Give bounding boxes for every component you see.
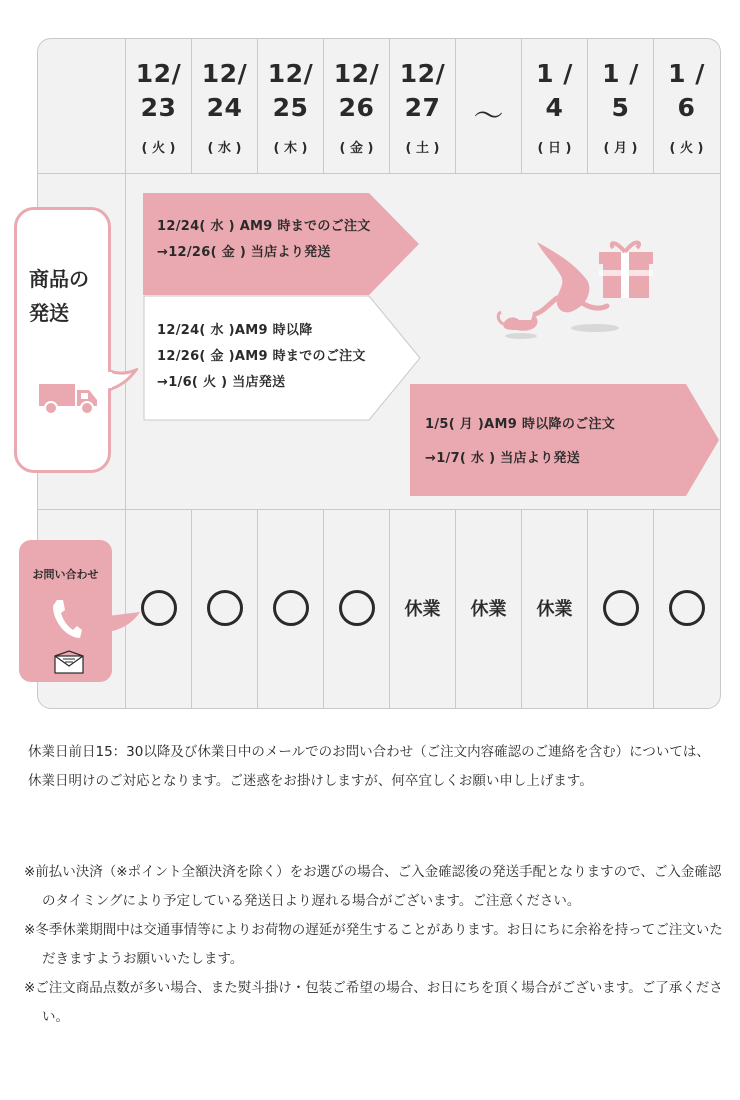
weekday-label: ( 日 ): [537, 141, 572, 156]
bubble-tail: [108, 612, 142, 634]
weekday-label: ( 水 ): [207, 141, 242, 156]
note-item: ※前払い決済（※ポイント全額決済を除く）をお選びの場合、ご入金確認後の発送手配となりますので、ご入金確認のタイミングにより予定している発送日より遅れる場合がございます。ご注意ください。: [24, 864, 722, 909]
date-column: [654, 39, 719, 173]
date-label: 1 / 4: [536, 59, 573, 122]
cat-gift-illustration: [495, 232, 655, 342]
open-circle: [339, 590, 375, 626]
closed-label: 休業: [470, 599, 507, 620]
status-cell: [324, 509, 389, 707]
date-column: [258, 39, 323, 173]
status-cell: [390, 509, 455, 707]
shipping-label-bubble: [14, 207, 111, 473]
date-label: 1 / 5: [602, 59, 639, 122]
holiday-contact-note: 休業日前日15：30以降及び休業日中のメールでのお問い合わせ（ご注文内容確認のご連絡を含む）については、休業日明けのご対応となります。ご迷惑をお掛けしますが、何卒宜しくお願い申し上げます。: [28, 744, 710, 789]
status-cell: [654, 509, 719, 707]
shipping-title: [29, 262, 89, 330]
status-cell: [588, 509, 653, 707]
status-cell: [126, 509, 191, 707]
weekday-label: ( 火 ): [669, 141, 704, 156]
closed-label: 休業: [404, 599, 441, 620]
weekday-label: ( 木 ): [273, 141, 308, 156]
phone-icon: [51, 598, 83, 640]
date-label: 12/ 25: [267, 59, 314, 122]
note-item: ※冬季休業期間中は交通事情等によりお荷物の遅延が発生することがあります。お日にちに余裕を持ってご注文いただきますようお願いいたします。: [24, 922, 723, 967]
shipping-arrow-3-text: 1/5( 月 )AM9 時以降のご注文 →1/7( 水 ) 当店より発送: [425, 417, 616, 466]
note-item: ※ご注文商品点数が多い場合、また熨斗掛け・包装ご希望の場合、お日にちを頂く場合がございます。ご了承ください。: [24, 980, 723, 1025]
divider: [38, 173, 720, 174]
shipping-arrow-2-text: 12/24( 水 )AM9 時以降 12/26( 金 )AM9 時までのご注文 →1/6( 火 ) 当店発送: [157, 323, 366, 390]
date-column: [324, 39, 389, 173]
open-circle: [207, 590, 243, 626]
date-label: 12/ 24: [201, 59, 248, 122]
bubble-tail: [108, 368, 138, 392]
shipping-arrow-1-text: 12/24( 水 ) AM9 時までのご注文 →12/26( 金 ) 当店より発送: [157, 219, 371, 260]
mail-icon: [54, 650, 84, 674]
date-label: 12/ 26: [333, 59, 380, 122]
weekday-label: ( 火 ): [141, 141, 176, 156]
date-label: 12/ 23: [135, 59, 182, 122]
date-column: [192, 39, 257, 173]
open-circle: [141, 590, 177, 626]
date-column: [456, 39, 521, 173]
status-cell: [456, 509, 521, 707]
open-circle: [603, 590, 639, 626]
weekday-label: ( 土 ): [405, 141, 440, 156]
status-cell: [522, 509, 587, 707]
shipping-title-line: 発送: [29, 301, 69, 325]
contact-title: お問い合わせ: [32, 568, 99, 581]
truck-icon: [39, 380, 99, 416]
open-circle: [669, 590, 705, 626]
open-circle: [273, 590, 309, 626]
date-column: [522, 39, 587, 173]
date-column: [588, 39, 653, 173]
shipping-title-line: 商品の: [29, 267, 89, 291]
contact-label-bubble: [19, 540, 112, 682]
date-label: 1 / 6: [668, 59, 705, 122]
date-column: [126, 39, 191, 173]
weekday-label: ( 月 ): [603, 141, 638, 156]
notes-list: [24, 858, 724, 1032]
date-column: [390, 39, 455, 173]
date-label: 12/ 27: [399, 59, 446, 122]
closed-label: 休業: [536, 599, 573, 620]
status-cell: [258, 509, 323, 707]
weekday-label: ( 金 ): [339, 141, 374, 156]
status-cell: [192, 509, 257, 707]
range-tilde: 〜: [473, 99, 504, 134]
